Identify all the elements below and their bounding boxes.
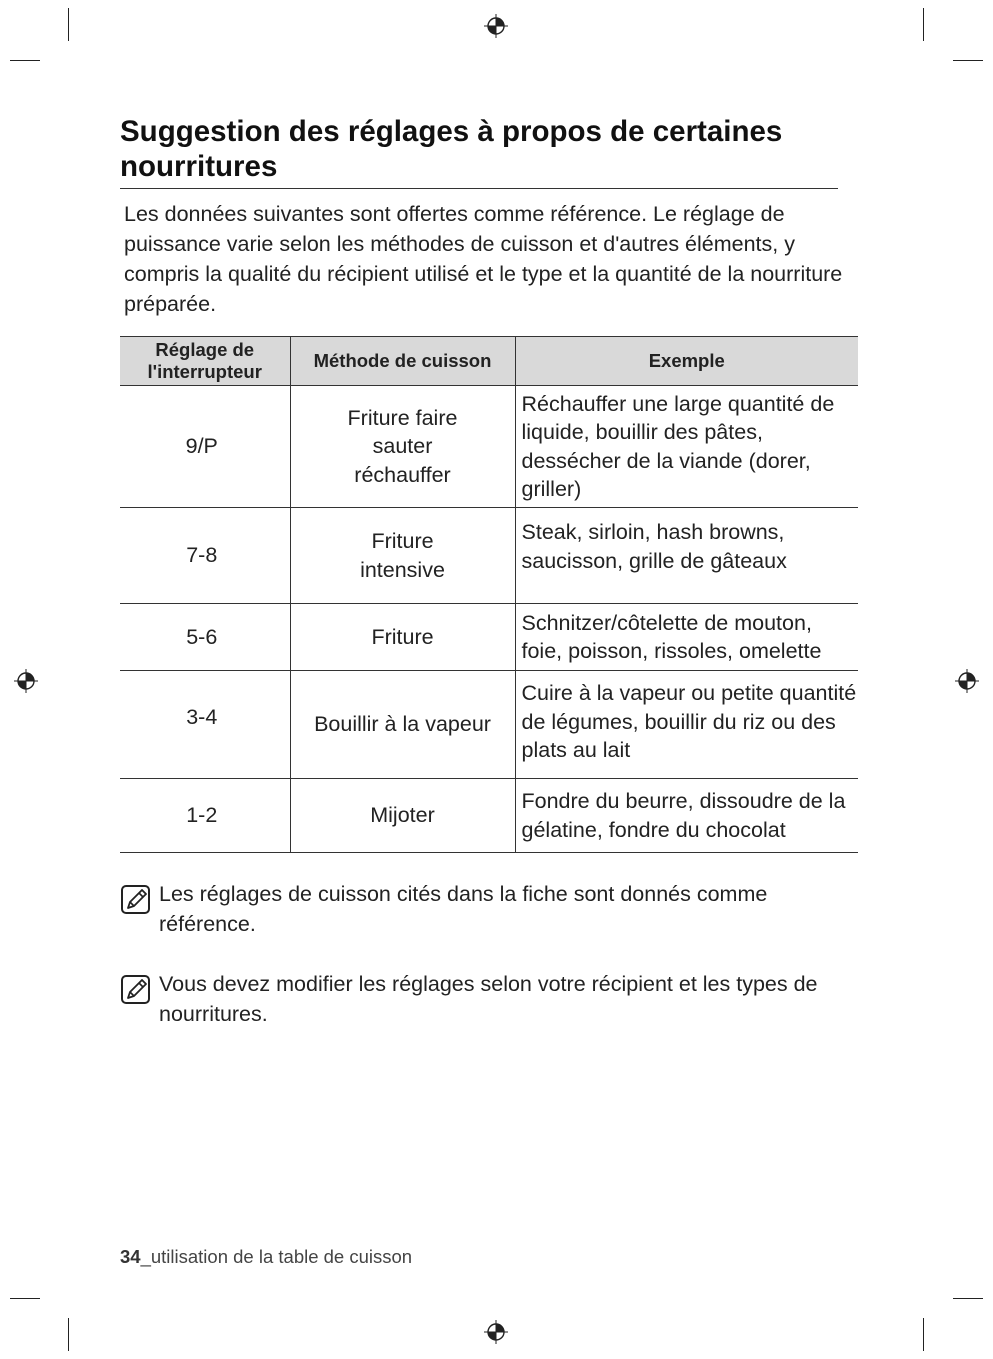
setting-cell: 9/P: [120, 386, 290, 508]
note-text: Les réglages de cuisson cités dans la fiche sont donnés comme référence.: [159, 882, 768, 936]
settings-table: [120, 336, 858, 853]
example-cell: Steak, sirloin, hash browns, saucisson, grille de gâteaux: [515, 508, 858, 604]
intro-paragraph: Les données suivantes sont offertes comme référence. Le réglage de puissance varie selon les méthodes de cuisson et d'autres éléments, y compris la qualité du récipient utilisé et le type et la quantité de la nourriture préparée.: [124, 202, 843, 316]
example-cell: Schnitzer/côtelette de mouton, foie, poisson, rissoles, omelette: [515, 604, 858, 671]
note-pencil-icon: [120, 883, 152, 915]
example-cell: Réchauffer une large quantité de liquide, bouillir des pâtes, dessécher de la viande (dorer, griller): [515, 386, 858, 508]
crop-mark: [10, 60, 40, 61]
registration-mark-icon: [14, 669, 38, 693]
crop-mark: [953, 1298, 983, 1299]
method-cell: Bouillir à la vapeur: [290, 671, 515, 779]
method-cell: Friture faire sauter réchauffer: [290, 386, 515, 508]
table-row: [120, 508, 858, 604]
note-text: Vous devez modifier les réglages selon votre récipient et les types de nourritures.: [159, 972, 818, 1026]
header-example: Exemple: [515, 337, 858, 386]
registration-mark-icon: [484, 14, 508, 38]
crop-mark: [953, 60, 983, 61]
method-cell: Friture: [290, 604, 515, 671]
crop-mark: [68, 1318, 69, 1351]
header-method: Méthode de cuisson: [290, 337, 515, 386]
note: [120, 969, 870, 1029]
table-row: [120, 604, 858, 671]
crop-mark: [923, 1318, 924, 1351]
crop-mark: [10, 1298, 40, 1299]
method-cell: Mijoter: [290, 779, 515, 853]
setting-cell: 5-6: [120, 604, 290, 671]
table-row: [120, 779, 858, 853]
registration-mark-icon: [484, 1320, 508, 1344]
example-cell: Fondre du beurre, dissoudre de la gélatine, fondre du chocolat: [515, 779, 858, 853]
example-cell: Cuire à la vapeur ou petite quantité de légumes, bouillir du riz ou des plats au lait: [515, 671, 858, 779]
page-footer: [120, 1246, 412, 1268]
title-divider: [120, 188, 838, 189]
setting-cell: 1-2: [120, 779, 290, 853]
method-cell: Friture intensive: [290, 508, 515, 604]
table-row: [120, 671, 858, 779]
table-row: [120, 386, 858, 508]
table-header-row: [120, 337, 858, 386]
setting-cell: 3-4: [120, 671, 290, 779]
crop-mark: [923, 8, 924, 41]
header-setting: Réglage de l'interrupteur: [120, 337, 290, 386]
crop-mark: [68, 8, 69, 41]
page-title: Suggestion des réglages à propos de certaines nourritures: [120, 115, 783, 183]
setting-cell: 7-8: [120, 508, 290, 604]
note: [120, 879, 870, 939]
footer-section-title: _utilisation de la table de cuisson: [140, 1246, 413, 1267]
registration-mark-icon: [955, 669, 979, 693]
note-pencil-icon: [120, 973, 152, 1005]
page-number: 34: [120, 1246, 141, 1267]
